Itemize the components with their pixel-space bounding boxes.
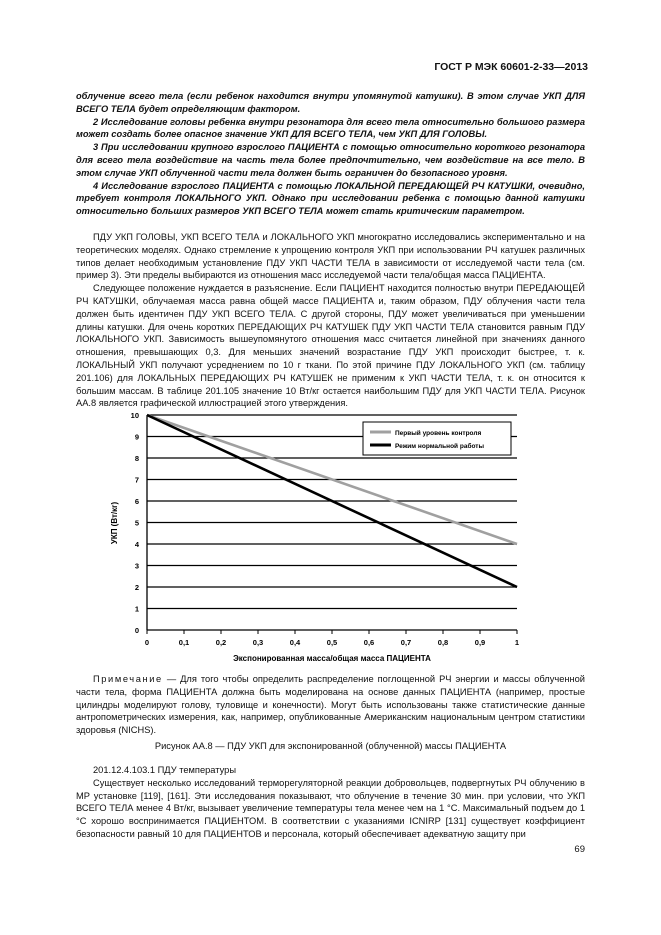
- y-tick-label: 9: [134, 432, 139, 442]
- note-text: — Для того чтобы определить распределение поглощенной РЧ энергии и массы облученной части тела, форма ПАЦИЕНТА должна быть моделирована на основе данных ПАЦИЕНТА (например, простые цилиндры моделируют голову, туловище и конечности). Могут быть использованы также статистические данные антропометрических измерения, как, например, опубликованные Американским национальным центром статистики здоровья (NICHS).: [76, 674, 585, 736]
- y-tick-label: 10: [130, 411, 139, 420]
- y-tick-label: 3: [134, 561, 139, 571]
- x-tick-label: 0,8: [437, 638, 449, 647]
- note-block: [76, 673, 585, 737]
- y-tick-label: 5: [134, 518, 139, 528]
- legend-label-series-2: Режим нормальной работы: [395, 443, 485, 450]
- y-tick-label: 1: [134, 604, 139, 614]
- x-tick-label: 0,3: [252, 638, 264, 647]
- body-text-block: [76, 231, 585, 410]
- x-tick-label: 0,2: [215, 638, 227, 647]
- y-tick-label: 2: [134, 583, 139, 592]
- note-label: Примечание: [93, 674, 163, 684]
- body-paragraph: ПДУ УКП ГОЛОВЫ, УКП ВСЕГО ТЕЛА и ЛОКАЛЬНОГО УКП многократно исследовались экспериментально и на теоретических моделях. Однако стремление к упрощению контроля УКП при использовании РЧ катушек различных типов делает необходимым установление ПДУ УКП ЧАСТИ ТЕЛА в зависимости от исследуемой части тела (см. пример 3). Эти пределы выбираются из отношения масс исследуемой части тела/общая масса ПАЦИЕНТА.: [76, 232, 585, 281]
- italic-paragraph: 4 Исследование взрослого ПАЦИЕНТА с помощью ЛОКАЛЬНОЙ ПЕРЕДАЮЩЕЙ РЧ КАТУШКИ, очевидно, требует контроля ЛОКАЛЬНОГО УКП. Однако при исследовании ребенка с помощью данной катушки относительно больших размеров УКП ВСЕГО ТЕЛА может стать критическим параметром.: [76, 180, 585, 217]
- section-heading: 201.12.4.103.1 ПДУ температуры: [93, 765, 237, 775]
- italic-notes-block: [76, 90, 585, 218]
- y-tick-label: 8: [134, 454, 139, 463]
- x-tick-label: 0,4: [289, 638, 301, 647]
- y-tick-label: 7: [134, 475, 139, 485]
- body-paragraph: Существует несколько исследований терморегуляторной реакции добровольцев, подвергнутых РЧ облучению в МР установке [119], [161]. Эти исследования показывают, что облучение в течение 30 мин. при условии, что УКП ВСЕГО ТЕЛА менее 4 Вт/кг, вызывает увеличение температуры тела менее чем на 1 °С. Максимальный подъем до 1 °С хорошо воспринимается ПАЦИЕНТОМ. В соответствии с указаниями ICNIRP [131] существует коэффициент безопасности равный 10 для ПАЦИЕНТОВ и персонала, который обеспечивает адекватную защиту при: [76, 777, 585, 839]
- y-tick-label: 4: [134, 540, 139, 549]
- y-axis-label: УКП (Вт/кг): [110, 501, 119, 545]
- legend-label-series-1: Первый уровень контроля: [395, 430, 482, 437]
- y-tick-labels: [131, 411, 140, 635]
- body-paragraph: Следующее положение нуждается в разъяснение. Если ПАЦИЕНТ находится полностью внутри ПЕРЕДАЮЩЕЙ РЧ КАТУШКИ, облучаемая масса равна общей массе ПАЦИЕНТА и, таким образом, ПДУ облучения части тела должен быть идентичен ПДУ УКП ВСЕГО ТЕЛА. С другой стороны, ПДУ может увеличиваться при уменьшении длины катушки. Для очень коротких ПЕРЕДАЮЩИХ РЧ КАТУШЕК ПДУ УКП ЧАСТИ ТЕЛА становится равным ПДУ ЛОКАЛЬНОГО УКП. Зависимость вышеупомянутого отношения масс считается линейной при значениях данного отношения, превышающих 0,3. Для меньших значений возрастание ПДУ УКП происходит быстрее, т. к. ЛОКАЛЬНЫЙ УКП получают усреднением по 10 г ткани. По этой причине ПДУ ЛОКАЛЬНОГО УКП (см. таблицу 201.106) для ЛОКАЛЬНЫХ ПЕРЕДАЮЩИХ РЧ КАТУШЕК не применим к УКП ЧАСТИ ТЕЛА, т. к. он относится к большим массам. В таблице 201.105 значение 10 Вт/кг остается наибольшим ПДУ для УКП ЧАСТИ ТЕЛА. Рисунок АА.8 является графической иллюстрацией этого утверждения.: [76, 283, 585, 409]
- x-tick-label: 0,7: [400, 638, 412, 647]
- chart-legend: [363, 422, 511, 455]
- document-header: ГОСТ Р МЭК 60601-2-33—2013: [434, 61, 588, 73]
- y-tick-label: 6: [134, 497, 139, 506]
- x-tick-label: 0,5: [326, 638, 338, 647]
- italic-paragraph: облучение всего тела (если ребенок находится внутри упомянутой катушки). В этом случае УКП ДЛЯ ВСЕГО ТЕЛА будет определяющим фактором.: [76, 91, 585, 114]
- page-number: 69: [574, 844, 585, 855]
- x-tick-label: 0,9: [474, 638, 486, 647]
- x-tick-label: 1: [514, 638, 520, 647]
- x-tick-label: 0,6: [363, 638, 375, 647]
- temperature-section: [76, 764, 585, 841]
- y-tick-label: 0: [134, 626, 139, 635]
- x-tick-label: 0: [144, 638, 150, 647]
- x-tick-labels: [145, 630, 519, 647]
- x-tick-label: 0,1: [178, 638, 190, 647]
- italic-paragraph: 2 Исследование головы ребенка внутри резонатора для всего тела относительно большого размера может создать более опасное значение УКП ДЛЯ ВСЕГО ТЕЛА, чем УКП ДЛЯ ГОЛОВЫ.: [76, 116, 585, 140]
- figure-caption: Рисунок АА.8 — ПДУ УКП для экспонированной (облученной) массы ПАЦИЕНТА: [154, 741, 507, 751]
- x-axis-label: Экспонированная масса/общая масса ПАЦИЕНТА: [233, 654, 431, 663]
- italic-paragraph: 3 При исследовании крупного взрослого ПАЦИЕНТА с помощью относительно короткого резонатора для всего тела воздействие на часть тела более предпочтительно, чем воздействие на все тело. В этом случае УКП облученной части тела должен быть ограничен до безопасного уровня.: [76, 142, 585, 178]
- figure-chart: [85, 408, 545, 670]
